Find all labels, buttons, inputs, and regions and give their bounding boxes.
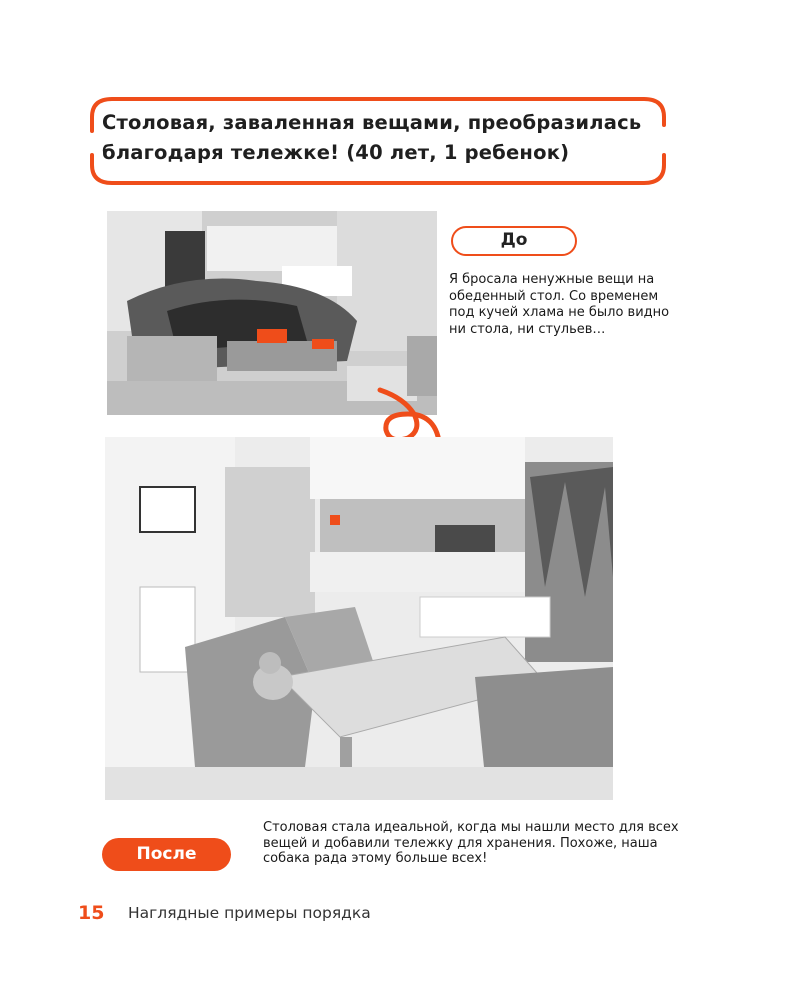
- section-title: Наглядные примеры порядка: [128, 904, 371, 922]
- page-number: 15: [78, 902, 105, 924]
- before-description: Я бросала ненужные вещи на обеденный стол. Со временем под кучей хлама не было видно ни стола, ни стульев…: [449, 272, 670, 337]
- page-title: Столовая, заваленная вещами, преобразилась благодаря тележке! (40 лет, 1 ребенок): [102, 111, 642, 164]
- after-label: После: [102, 838, 231, 871]
- after-description: Столовая стала идеальной, когда мы нашли место для всех вещей и добавили тележку для хранения. Похоже, наша собака рада этому больше всех!: [263, 820, 679, 866]
- after-photo: [105, 437, 613, 800]
- before-label: До: [451, 226, 577, 256]
